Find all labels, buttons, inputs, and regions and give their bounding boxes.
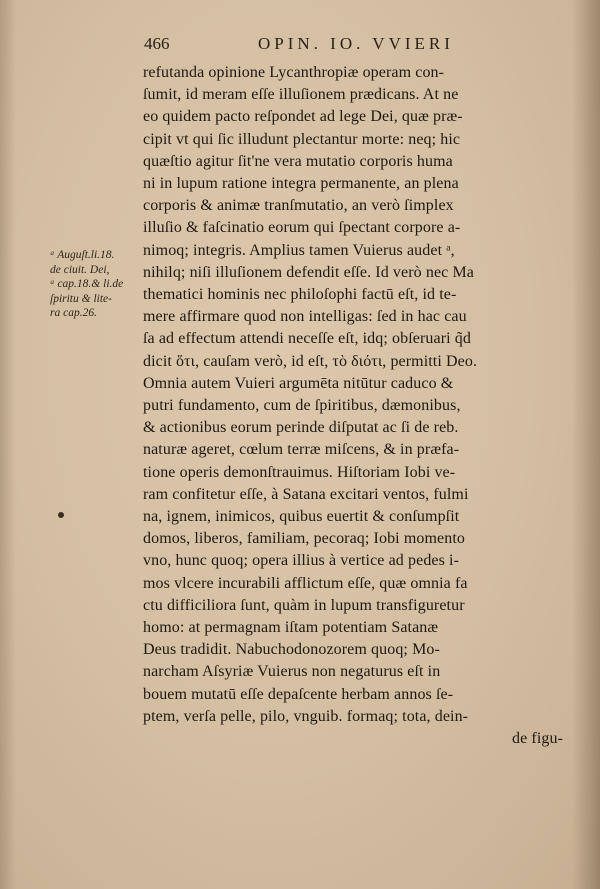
- text-line: homo: at permagnam iſtam potentiam Satanæ: [143, 619, 439, 637]
- margin-note-line: de ciuit. Dei,: [50, 263, 110, 276]
- text-line: putri fundamento, cum de ſpiritibus, dæmonibus,: [143, 397, 461, 415]
- text-line: illuſio & faſcinatio eorum qui ſpectant corpore a-: [143, 219, 461, 237]
- text-line: & actionibus eorum perinde diſputat ac ſi de reb.: [143, 419, 459, 437]
- text-line: ram confitetur eſſe, à Satana excitari ventos, fulmi: [143, 485, 469, 503]
- text-line: eo quidem pacto reſpondet ad lege Dei, quæ præ-: [143, 108, 463, 126]
- text-line: mere affirmare quod non intelligas: ſed in hac cau: [143, 308, 467, 326]
- text-line: ptem, verſa pelle, pilo, vnguib. formaq; tota, dein-: [143, 707, 469, 725]
- running-head: OPIN. IO. VVIERI: [258, 34, 454, 53]
- text-line: ni in lupum ratione integra permanente, an plena: [143, 175, 459, 193]
- text-line: narcham Aſsyriæ Vuierus non negaturus eſt in: [143, 663, 441, 681]
- text-line: cipit vt qui ſic illudunt plectantur morte: neq; hic: [143, 130, 461, 148]
- margin-note-line: ᵃ Auguſt.li.18.: [50, 249, 115, 261]
- body-text: [143, 62, 573, 750]
- text-line: bouem mutatū eſſe depaſcente herbam annos ſe-: [143, 685, 454, 703]
- text-line: ctu difficiliora ſunt, quàm in lupum transfiguretur: [143, 596, 465, 614]
- text-line: ſumit, id meram eſſe illuſionem prædicans. At ne: [143, 86, 459, 104]
- catchword: de figu-: [511, 730, 563, 748]
- margin-dot-mark: [58, 512, 64, 518]
- text-line: ſa ad effectum attendi neceſſe eſt, idq; obſeruari q̃d: [143, 330, 471, 348]
- text-line: thematici hominis nec philoſophi factū eſt, id te-: [143, 286, 457, 304]
- text-line: vno, hunc quoq; opera illius à vertice ad pedes i-: [143, 552, 460, 570]
- text-line: tione operis demonſtrauimus. Hiſtoriam Iobi ve-: [143, 463, 456, 481]
- margin-note: [50, 248, 140, 321]
- text-line: corporis & animæ tranſmutatio, an verò ſimplex: [143, 197, 454, 215]
- text-line: naturæ ageret, cœlum terræ miſcens, & in præfa-: [143, 441, 460, 459]
- margin-note-line: ra cap.26.: [50, 307, 97, 319]
- text-line: Deus tradidit. Nabuchodonozorem quoq; Mo-: [143, 641, 440, 659]
- text-line: refutanda opinione Lycanthropiæ operam con-: [143, 64, 445, 81]
- text-line: dicit ὅτι, cauſam verò, id eſt, τὸ διότι, permitti Deo.: [143, 352, 478, 370]
- text-line: nihilq; niſi illuſionem defendit eſſe. Id verò nec Ma: [143, 263, 474, 281]
- text-line: nimoq; integris. Amplius tamen Vuierus audet ᵃ,: [143, 241, 455, 259]
- text-line: na, ignem, inimicos, quibus euertit & conſumpſit: [143, 508, 460, 526]
- text-line: mos vlcere incurabili afflictum eſſe, quæ omnia fa: [143, 574, 468, 592]
- margin-note-line: ſpiritu & lite-: [50, 292, 112, 305]
- page-number: 466: [144, 34, 170, 53]
- margin-note-line: ᵃ cap.18.& li.de: [50, 278, 124, 290]
- text-line: quæſtio agitur ſit'ne vera mutatio corporis huma: [143, 152, 453, 170]
- text-line: domos, liberos, familiam, pecoraq; Iobi momento: [143, 530, 465, 548]
- text-line: Omnia autem Vuieri argumēta nitūtur caduco &: [143, 374, 454, 392]
